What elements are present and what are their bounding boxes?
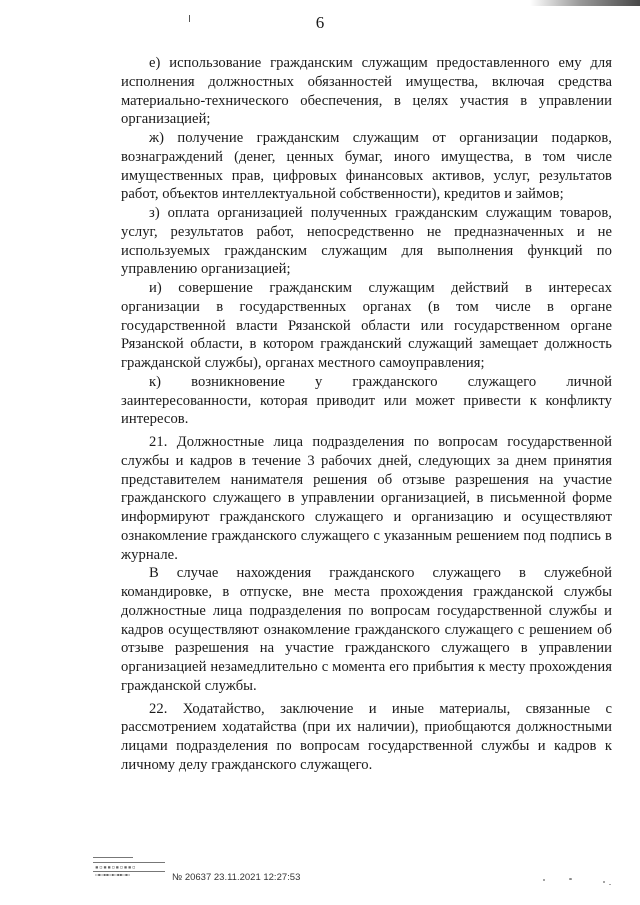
paragraph-22: 22. Ходатайство, заключение и иные материалы, связанные с рассмотрением ходатайства (при их наличии), приобщаются должностными лицами подразделения по вопросам государственной службы и кадров к личному делу гражданского служащего. [121,700,612,773]
paragraph-21: 21. Должностные лица подразделения по вопросам государственной службы и кадров в течение 3 рабочих дней, следующих за днем принятия представителем нанимателя решения об отзыве разрешения на участие гражданского служащего в управлении организацией, в письменной форме информируют гражданского служащего и организацию и осуществляют ознакомление гражданского служащего с указанным решением под подпись в журнале. [121,434,612,563]
paragraph-item-i: и) совершение гражданским служащим действий в интересах организации в государственных органах (в том числе в органе государственной власти Рязанской области или государственном органе Рязанской области, в котором гражданский служащий замещает должность гражданской службы), органах местного самоуправления; [121,280,612,371]
registration-number-stamp: № 20637 23.11.2021 12:27:53 [172,872,301,883]
paragraph-item-e: е) использование гражданским служащим предоставленного ему для исполнения должностных обязанностей имущества, включая средства материально-технического обеспечения, в целях участия в управлении организацией; [121,55,612,128]
document-body [121,54,612,775]
page-number: 6 [315,13,325,32]
registration-barcode-stamp: ▪▫▪▪▫▪▫▪▪▫ ▫▪▫▪▪▫▪▫▪▪▫▪▫ [93,853,165,881]
paragraph-item-z: з) оплата организацией полученных гражданским служащим товаров, услуг, результатов работ, непосредственно не предназначенных и не используемых гражданским служащим для выполнения функций по управлению организацией; [121,205,612,278]
scan-speck [569,878,572,880]
paragraph-item-zh: ж) получение гражданским служащим от организации подарков, вознаграждений (денег, ценных бумаг, иного имущества, в том числе имущественных прав, цифровых финансовых активов, услуг, результатов работ, объектов интеллектуальной собственности), кредитов и займов; [121,130,612,203]
paragraph-item-k: к) возникновение у гражданского служащего личной заинтересованности, которая приводит или может привести к конфликту интересов. [121,373,612,428]
scan-edge-shadow [530,0,640,6]
scan-speck [543,879,545,881]
paragraph-21-continued: В случае нахождения гражданского служащего в служебной командировке, в отпуске, вне места прохождения гражданской службы должностные лица подразделения по вопросам государственной службы и кадров осуществляют ознакомление гражданского служащего с решением об отзыве разрешения на участие гражданского служащего в управлении организацией незамедлительно с момента его прибытия к месту прохождения гражданской службы. [121,565,612,694]
scan-speck [603,881,605,883]
scan-speck [609,884,611,885]
